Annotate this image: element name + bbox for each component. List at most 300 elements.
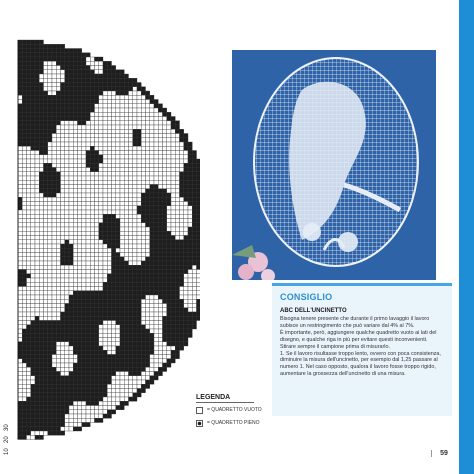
filled-cell	[44, 423, 48, 427]
filled-cell	[18, 406, 22, 410]
filled-cell	[65, 70, 69, 74]
empty-cell	[116, 104, 120, 108]
filled-cell	[61, 53, 65, 57]
empty-cell	[18, 100, 22, 104]
filled-cell	[167, 261, 171, 265]
empty-cell	[39, 155, 43, 159]
empty-cell	[18, 261, 22, 265]
filled-cell	[27, 423, 31, 427]
filled-cell	[90, 333, 94, 337]
empty-cell	[82, 231, 86, 235]
empty-cell	[116, 189, 120, 193]
empty-cell	[35, 236, 39, 240]
empty-cell	[44, 253, 48, 257]
empty-cell	[129, 248, 133, 252]
empty-cell	[129, 91, 133, 95]
empty-cell	[56, 223, 60, 227]
filled-cell	[65, 87, 69, 91]
empty-cell	[124, 159, 128, 163]
filled-cell	[133, 397, 137, 401]
filled-cell	[69, 70, 73, 74]
filled-cell	[180, 172, 184, 176]
filled-cell	[44, 104, 48, 108]
filled-cell	[61, 393, 65, 397]
filled-cell	[124, 367, 128, 371]
empty-cell	[90, 117, 94, 121]
filled-cell	[86, 95, 90, 99]
filled-cell	[163, 206, 167, 210]
empty-cell	[65, 151, 69, 155]
empty-cell	[141, 372, 145, 376]
filled-cell	[175, 304, 179, 308]
filled-cell	[52, 189, 56, 193]
empty-cell	[44, 274, 48, 278]
filled-cell	[61, 100, 65, 104]
filled-cell	[31, 410, 35, 414]
filled-cell	[65, 321, 69, 325]
empty-cell	[120, 380, 124, 384]
empty-cell	[95, 185, 99, 189]
filled-cell	[116, 240, 120, 244]
filled-cell	[69, 74, 73, 78]
empty-cell	[61, 151, 65, 155]
filled-cell	[48, 53, 52, 57]
empty-cell	[65, 176, 69, 180]
filled-cell	[39, 342, 43, 346]
empty-cell	[112, 321, 116, 325]
filled-cell	[99, 295, 103, 299]
empty-cell	[78, 197, 82, 201]
empty-cell	[107, 384, 111, 388]
empty-cell	[39, 299, 43, 303]
empty-cell	[56, 125, 60, 129]
filled-cell	[188, 257, 192, 261]
empty-cell	[95, 231, 99, 235]
filled-cell	[124, 261, 128, 265]
empty-cell	[150, 329, 154, 333]
empty-cell	[56, 291, 60, 295]
filled-cell	[192, 163, 196, 167]
filled-cell	[27, 44, 31, 48]
empty-cell	[82, 223, 86, 227]
filled-cell	[175, 333, 179, 337]
filled-cell	[48, 372, 52, 376]
filled-cell	[116, 270, 120, 274]
empty-cell	[65, 142, 69, 146]
filled-cell	[48, 414, 52, 418]
filled-cell	[171, 316, 175, 320]
empty-cell	[39, 223, 43, 227]
empty-cell	[103, 163, 107, 167]
filled-cell	[69, 117, 73, 121]
empty-cell	[124, 142, 128, 146]
empty-cell	[52, 244, 56, 248]
empty-cell	[31, 291, 35, 295]
filled-cell	[82, 338, 86, 342]
empty-cell	[120, 206, 124, 210]
filled-cell	[69, 316, 73, 320]
empty-cell	[107, 168, 111, 172]
empty-cell	[52, 78, 56, 82]
filled-cell	[175, 325, 179, 329]
empty-cell	[52, 223, 56, 227]
empty-cell	[86, 185, 90, 189]
filled-cell	[35, 359, 39, 363]
empty-cell	[112, 159, 116, 163]
empty-cell	[56, 155, 60, 159]
empty-cell	[137, 91, 141, 95]
empty-cell	[129, 172, 133, 176]
empty-cell	[39, 304, 43, 308]
empty-cell	[27, 159, 31, 163]
empty-cell	[129, 206, 133, 210]
filled-cell	[133, 316, 137, 320]
empty-cell	[22, 155, 26, 159]
filled-cell	[99, 372, 103, 376]
empty-cell	[48, 253, 52, 257]
filled-cell	[56, 112, 60, 116]
empty-cell	[120, 214, 124, 218]
filled-cell	[65, 316, 69, 320]
filled-cell	[39, 435, 43, 439]
filled-cell	[180, 248, 184, 252]
filled-cell	[82, 333, 86, 337]
empty-cell	[90, 418, 94, 422]
filled-cell	[44, 329, 48, 333]
empty-cell	[99, 342, 103, 346]
empty-cell	[154, 355, 158, 359]
filled-cell	[124, 274, 128, 278]
filled-cell	[158, 227, 162, 231]
empty-cell	[48, 304, 52, 308]
empty-cell	[35, 168, 39, 172]
empty-cell	[31, 248, 35, 252]
empty-cell	[48, 299, 52, 303]
filled-cell	[137, 359, 141, 363]
filled-cell	[31, 346, 35, 350]
empty-cell	[35, 219, 39, 223]
empty-cell	[137, 172, 141, 176]
empty-cell	[56, 295, 60, 299]
empty-cell	[69, 219, 73, 223]
filled-cell	[133, 355, 137, 359]
filled-cell	[52, 418, 56, 422]
filled-cell	[116, 295, 120, 299]
empty-cell	[78, 236, 82, 240]
empty-cell	[39, 287, 43, 291]
empty-cell	[99, 325, 103, 329]
empty-cell	[44, 61, 48, 65]
filled-cell	[120, 270, 124, 274]
filled-cell	[197, 261, 201, 265]
empty-cell	[27, 367, 31, 371]
empty-cell	[120, 227, 124, 231]
filled-cell	[184, 325, 188, 329]
empty-cell	[27, 435, 31, 439]
filled-cell	[95, 100, 99, 104]
filled-cell	[52, 117, 56, 121]
empty-cell	[141, 231, 145, 235]
empty-cell	[18, 295, 22, 299]
filled-cell	[18, 70, 22, 74]
empty-cell	[184, 223, 188, 227]
filled-cell	[116, 367, 120, 371]
filled-cell	[197, 176, 201, 180]
empty-cell	[158, 350, 162, 354]
filled-cell	[52, 172, 56, 176]
empty-cell	[163, 146, 167, 150]
filled-cell	[167, 338, 171, 342]
empty-cell	[18, 236, 22, 240]
filled-cell	[18, 108, 22, 112]
filled-cell	[31, 134, 35, 138]
filled-cell	[31, 40, 35, 44]
filled-cell	[44, 325, 48, 329]
filled-cell	[90, 384, 94, 388]
empty-cell	[52, 66, 56, 70]
empty-cell	[69, 406, 73, 410]
filled-cell	[31, 342, 35, 346]
empty-cell	[44, 240, 48, 244]
filled-cell	[69, 108, 73, 112]
empty-cell	[141, 104, 145, 108]
filled-cell	[95, 380, 99, 384]
filled-cell	[52, 372, 56, 376]
empty-cell	[61, 168, 65, 172]
empty-cell	[65, 342, 69, 346]
filled-cell	[90, 104, 94, 108]
filled-cell	[78, 338, 82, 342]
filled-cell	[73, 316, 77, 320]
empty-cell	[90, 129, 94, 133]
empty-cell	[86, 193, 90, 197]
filled-cell	[44, 414, 48, 418]
empty-cell	[163, 346, 167, 350]
empty-cell	[31, 219, 35, 223]
empty-cell	[184, 287, 188, 291]
filled-cell	[188, 155, 192, 159]
empty-cell	[137, 189, 141, 193]
filled-cell	[116, 406, 120, 410]
empty-cell	[171, 227, 175, 231]
empty-cell	[22, 193, 26, 197]
empty-cell	[73, 355, 77, 359]
empty-cell	[184, 291, 188, 295]
empty-cell	[124, 231, 128, 235]
empty-cell	[31, 282, 35, 286]
filled-cell	[35, 95, 39, 99]
empty-cell	[154, 304, 158, 308]
empty-cell	[124, 151, 128, 155]
empty-cell	[107, 350, 111, 354]
empty-cell	[78, 274, 82, 278]
filled-cell	[99, 304, 103, 308]
empty-cell	[39, 240, 43, 244]
filled-cell	[167, 299, 171, 303]
filled-cell	[188, 321, 192, 325]
filled-cell	[90, 308, 94, 312]
empty-cell	[167, 214, 171, 218]
filled-cell	[39, 410, 43, 414]
empty-cell	[137, 257, 141, 261]
filled-cell	[52, 57, 56, 61]
filled-cell	[69, 372, 73, 376]
filled-cell	[107, 274, 111, 278]
filled-cell	[184, 244, 188, 248]
empty-cell	[163, 117, 167, 121]
filled-cell	[39, 40, 43, 44]
empty-cell	[103, 129, 107, 133]
filled-cell	[78, 350, 82, 354]
empty-cell	[95, 104, 99, 108]
filled-cell	[65, 83, 69, 87]
empty-cell	[52, 363, 56, 367]
empty-cell	[39, 197, 43, 201]
empty-cell	[124, 223, 128, 227]
filled-cell	[69, 342, 73, 346]
filled-cell	[69, 112, 73, 116]
filled-cell	[197, 244, 201, 248]
empty-cell	[107, 163, 111, 167]
empty-cell	[73, 257, 77, 261]
empty-cell	[150, 316, 154, 320]
filled-cell	[39, 338, 43, 342]
empty-cell	[44, 257, 48, 261]
empty-cell	[163, 125, 167, 129]
empty-cell	[158, 312, 162, 316]
empty-cell	[120, 202, 124, 206]
empty-cell	[167, 227, 171, 231]
filled-cell	[95, 91, 99, 95]
filled-cell	[22, 104, 26, 108]
filled-cell	[120, 316, 124, 320]
filled-cell	[39, 393, 43, 397]
empty-cell	[129, 108, 133, 112]
filled-cell	[52, 112, 56, 116]
filled-cell	[35, 57, 39, 61]
empty-cell	[116, 151, 120, 155]
empty-cell	[103, 244, 107, 248]
empty-cell	[78, 231, 82, 235]
filled-cell	[78, 308, 82, 312]
empty-cell	[90, 206, 94, 210]
filled-cell	[95, 159, 99, 163]
empty-cell	[78, 146, 82, 150]
filled-cell	[137, 363, 141, 367]
empty-cell	[103, 325, 107, 329]
empty-cell	[56, 278, 60, 282]
empty-cell	[99, 180, 103, 184]
filled-cell	[107, 363, 111, 367]
empty-cell	[65, 350, 69, 354]
empty-cell	[31, 240, 35, 244]
filled-cell	[137, 393, 141, 397]
empty-cell	[188, 295, 192, 299]
filled-cell	[78, 117, 82, 121]
filled-cell	[31, 83, 35, 87]
empty-cell	[44, 291, 48, 295]
filled-cell	[150, 193, 154, 197]
empty-cell	[107, 91, 111, 95]
empty-cell	[146, 108, 150, 112]
empty-cell	[107, 108, 111, 112]
filled-cell	[120, 295, 124, 299]
empty-cell	[56, 363, 60, 367]
filled-cell	[192, 248, 196, 252]
filled-cell	[65, 240, 69, 244]
empty-cell	[82, 257, 86, 261]
filled-cell	[78, 372, 82, 376]
filled-cell	[18, 91, 22, 95]
empty-cell	[61, 350, 65, 354]
empty-cell	[163, 155, 167, 159]
filled-cell	[150, 231, 154, 235]
filled-cell	[188, 180, 192, 184]
empty-cell	[133, 87, 137, 91]
filled-cell	[78, 346, 82, 350]
empty-cell	[107, 176, 111, 180]
empty-cell	[171, 193, 175, 197]
empty-cell	[146, 312, 150, 316]
filled-cell	[22, 83, 26, 87]
empty-cell	[129, 163, 133, 167]
filled-cell	[48, 95, 52, 99]
empty-cell	[99, 104, 103, 108]
empty-cell	[52, 312, 56, 316]
filled-cell	[133, 138, 137, 142]
empty-cell	[39, 308, 43, 312]
filled-cell	[39, 95, 43, 99]
empty-cell	[86, 287, 90, 291]
empty-cell	[90, 121, 94, 125]
empty-cell	[180, 236, 184, 240]
empty-cell	[52, 248, 56, 252]
empty-cell	[18, 329, 22, 333]
filled-cell	[48, 104, 52, 108]
filled-cell	[61, 61, 65, 65]
filled-cell	[175, 261, 179, 265]
empty-cell	[73, 418, 77, 422]
empty-cell	[133, 380, 137, 384]
empty-cell	[124, 219, 128, 223]
filled-cell	[31, 44, 35, 48]
filled-cell	[192, 206, 196, 210]
empty-cell	[95, 270, 99, 274]
filled-cell	[61, 423, 65, 427]
filled-cell	[27, 61, 31, 65]
empty-cell	[48, 227, 52, 231]
filled-cell	[180, 308, 184, 312]
empty-cell	[44, 155, 48, 159]
empty-cell	[18, 291, 22, 295]
filled-cell	[154, 372, 158, 376]
empty-cell	[171, 346, 175, 350]
filled-cell	[44, 121, 48, 125]
empty-cell	[86, 134, 90, 138]
filled-cell	[180, 274, 184, 278]
filled-cell	[163, 299, 167, 303]
empty-cell	[65, 236, 69, 240]
empty-cell	[99, 142, 103, 146]
filled-cell	[52, 350, 56, 354]
filled-cell	[44, 146, 48, 150]
empty-cell	[158, 333, 162, 337]
empty-cell	[141, 108, 145, 112]
filled-cell	[99, 363, 103, 367]
filled-cell	[112, 74, 116, 78]
filled-cell	[56, 406, 60, 410]
filled-cell	[120, 363, 124, 367]
